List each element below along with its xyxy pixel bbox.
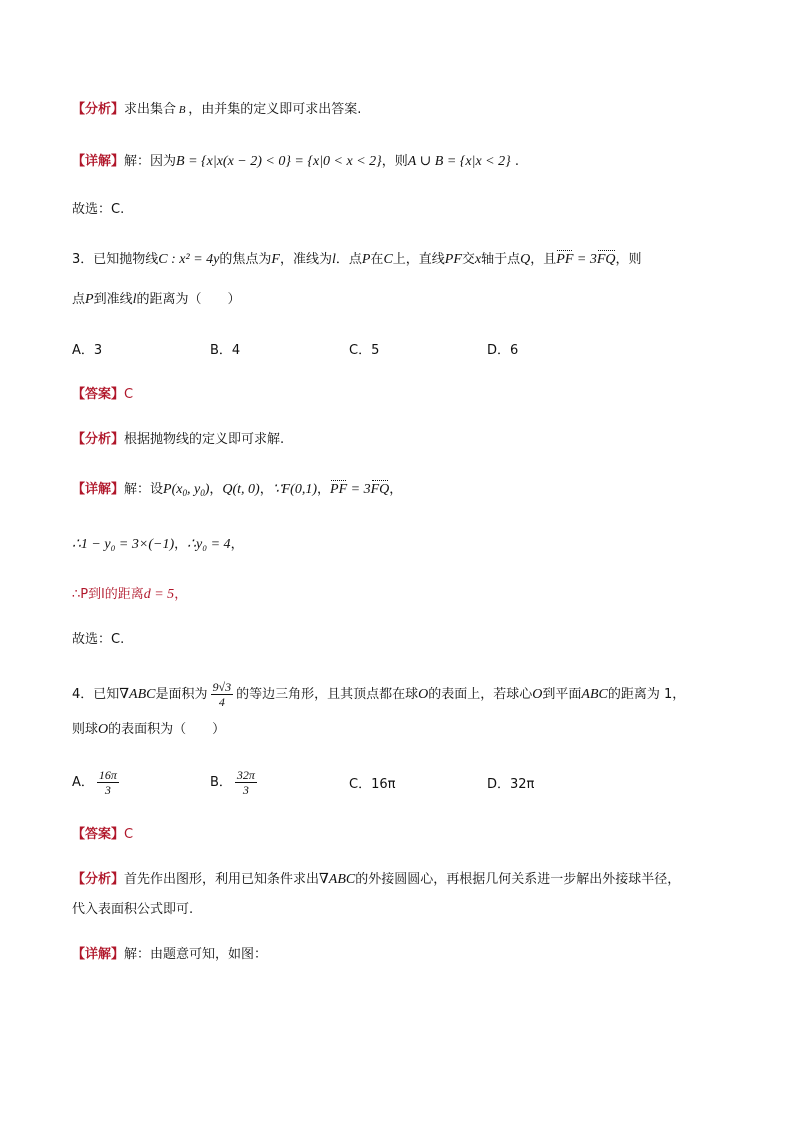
q3-text-a: 3．已知抛物线 (72, 252, 159, 267)
q3-detail-q: Q(t, 0) (222, 482, 260, 497)
q3-text-g: 上，直线 (392, 252, 445, 267)
q3-option-a: A．3 (72, 343, 103, 358)
q4-analysis-line1 (72, 870, 680, 890)
q4-area-fraction: $\frac{9√3}{4}$ (212, 680, 232, 709)
q4-analysis-line2: 代入表面积公式即可. (72, 902, 194, 917)
q4-option-d: D．32π (487, 777, 535, 792)
q3-step1-math: ∴1 − y₀ = 3×(−1) (72, 537, 175, 552)
q4-option-b (210, 768, 260, 797)
q4-stem-line1 (72, 680, 685, 709)
prev-detail-text: 解：因为 (124, 154, 177, 169)
q4-answer-line (72, 825, 133, 845)
q3-detail-line: 【详解】解：设$P(x_0$, $y_0$)，Q(t, 0)，∵F(0,1)，PF = 3FQ， (72, 482, 403, 498)
q3-text-f: 在 (370, 252, 384, 267)
q3-parabola: C : x² = 4y (158, 252, 220, 267)
q4-option-c: C．16π (349, 777, 396, 792)
q3-option-d: D．6 (487, 343, 519, 358)
detail-tag: 【详解】 (72, 947, 125, 962)
q3-f: F (271, 252, 280, 267)
q3-detail-math: $P(x_0$, $y_0$) (163, 482, 210, 498)
q3-vector-eq: PF = 3FQ (556, 252, 615, 267)
q3-option-c: C．5 (349, 343, 380, 358)
q4-o: O (418, 687, 429, 702)
q3-text-d: ，准线为 (279, 252, 332, 267)
q4-text-f: 的距离为 1， (607, 687, 686, 702)
q4-text-a: 4．已知 (72, 687, 120, 702)
q3-option-b: B．4 (210, 343, 241, 358)
prev-analysis-text: 求出集合 (124, 102, 177, 117)
q3-text-h: 交 (461, 252, 475, 267)
q4-stem-line2 (72, 720, 225, 740)
q4-text-d: 的表面上，若球心 (428, 687, 533, 702)
set-b: B (176, 104, 189, 116)
q4-option-a-label: A． (72, 775, 94, 790)
q3-x: x (474, 252, 482, 267)
q4-o2: O (532, 687, 543, 702)
q3-step1b-math: ∴y₀ = 4 (187, 537, 231, 552)
q4-option-a (72, 768, 122, 797)
q4-text2: 则球 (72, 722, 99, 737)
q3-text-i: 轴于点 (481, 252, 521, 267)
q4-o3: O (98, 722, 109, 737)
q4-triangle: ∇ABC (119, 687, 156, 702)
q3-text-k: ，则 (615, 252, 642, 267)
answer-tag: 【答案】 (72, 387, 125, 402)
q3-text-e: ．点 (335, 252, 362, 267)
q3-detail: 解：设 (124, 482, 164, 497)
q3-text2-a: 点 (72, 292, 86, 307)
q4-abc: ABC (581, 687, 608, 702)
q3-analysis-line (72, 430, 284, 450)
analysis-tag: 【分析】 (72, 872, 125, 887)
q3-step1: ∴1 − y₀ = 3×(−1)，∴y₀ = 4， (72, 537, 244, 552)
q3-q: Q (520, 252, 531, 267)
q3-text2-b: 到准线 (93, 292, 133, 307)
q4-text-c: 的等边三角形，且其顶点都在球 (236, 687, 419, 702)
q3-text2-c: 的距离为（ ） (136, 292, 241, 307)
q4-option-b-label: B． (210, 775, 232, 790)
q3-detail-f: ∵F(0,1) (272, 482, 318, 497)
q3-c: C (383, 252, 393, 267)
answer-tag: 【答案】 (72, 827, 125, 842)
q3-stem-line2 (72, 290, 241, 310)
prev-detail-math: B = {x|x(x − 2) < 0} = {x|0 < x < 2} (176, 154, 382, 169)
q3-stem-line1 (72, 250, 642, 270)
q4-text-b: 是面积为 (155, 687, 208, 702)
q4-option-b-frac: $\frac{32\pi}{3}$ (236, 768, 255, 797)
prev-detail-line: 【详解】解：因为B = {x|x(x − 2) < 0} = {x|0 < x < 2}，则A ∪ B = {x|x < 2} . (72, 154, 519, 169)
q3-pf: PF (444, 252, 462, 267)
q4-detail-line (72, 945, 267, 965)
q3-text-c: 的焦点为 (219, 252, 272, 267)
detail-tag: 【详解】 (72, 482, 125, 497)
q3-step2-text: ∴P到l的距离 (72, 587, 144, 602)
q3-text-j: ，且 (530, 252, 557, 267)
q3-l2: l (132, 292, 137, 307)
q4-analysis-a: 首先作出图形，利用已知条件求出 (124, 872, 320, 887)
prev-analysis-line (72, 100, 361, 120)
q4-text-e: 到平面 (542, 687, 582, 702)
prev-analysis-text2: ，由并集的定义即可求出答案. (188, 102, 362, 117)
q3-step2: ∴P到l的距离d = 5， (72, 587, 188, 602)
prev-choice: 故选：C. (72, 202, 125, 217)
analysis-tag: 【分析】 (72, 102, 125, 117)
q4-option-a-frac: $\frac{16\pi}{3}$ (98, 768, 117, 797)
q4-analysis-b: 的外接圆圆心，再根据几何关系进一步解出外接球半径， (355, 872, 681, 887)
analysis-tag: 【分析】 (72, 432, 125, 447)
q3-detail-vec: PF = 3FQ (330, 482, 389, 497)
prev-detail-mid: ，则 (381, 154, 408, 169)
q4-text2b: 的表面积为（ ） (108, 722, 226, 737)
q3-p: P (361, 252, 371, 267)
q3-answer-line (72, 385, 133, 405)
q4-answer: C (124, 827, 134, 842)
q3-answer: C (124, 387, 134, 402)
q4-analysis-triangle: ∇ABC (319, 872, 356, 887)
prev-detail-math2: A ∪ B = {x|x < 2} (407, 154, 511, 169)
q4-detail: 解：由题意可知，如图： (124, 947, 268, 962)
detail-tag: 【详解】 (72, 154, 125, 169)
q3-analysis: 根据抛物线的定义即可求解. (124, 432, 285, 447)
q3-p2: P (85, 292, 94, 307)
q3-step2-math: d = 5 (143, 587, 175, 602)
q3-l: l (331, 252, 336, 267)
q3-choice: 故选：C. (72, 632, 125, 647)
